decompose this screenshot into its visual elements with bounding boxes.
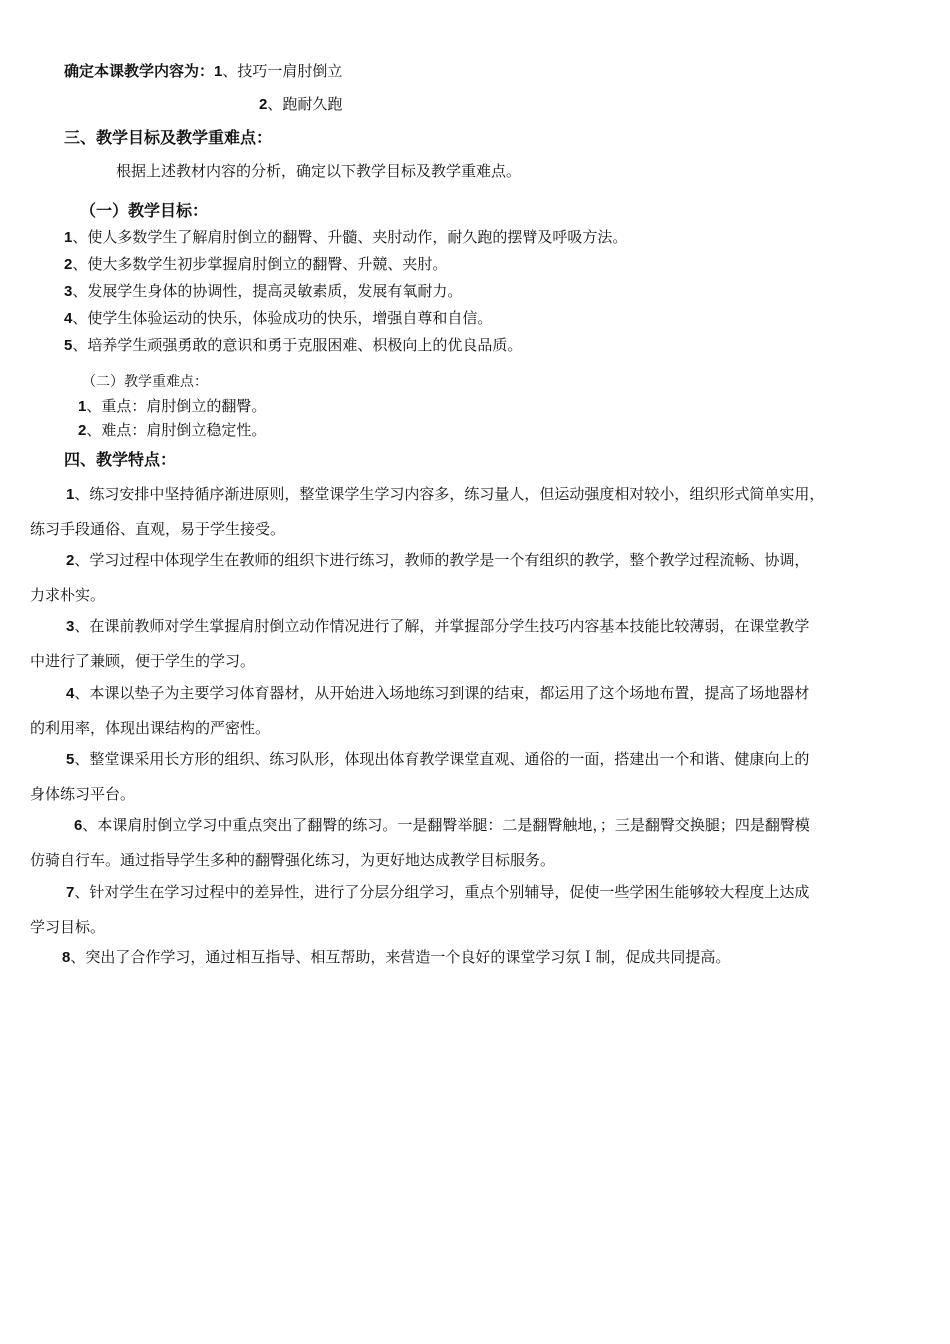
content-item-2	[259, 93, 342, 116]
feature-item-4	[30, 676, 916, 745]
feature-item-2-line2: 力求朴实。	[30, 586, 106, 604]
feature-item-7-line1: 、针对学生在学习过程中的差异性，进行了分层分组学习，重点个别辅导，促使一些学困生能够较大程度上达成	[74, 883, 810, 901]
goals-title: （一）教学目标：	[80, 201, 209, 220]
feature-item-5-line2: 身体练习平台。	[30, 785, 136, 803]
feature-item-4-number: 4	[66, 685, 75, 702]
goal-item-4-number: 4	[64, 310, 73, 327]
section-3-title: 三、教学目标及教学重难点：	[64, 128, 273, 147]
feature-item-8-line1: 、突出了合作学习，通过相互指导、相互帮助，来营造一个良好的课堂学习氛Ｉ制，促成共同提高。	[70, 948, 731, 966]
goal-item-2-number: 2	[64, 256, 73, 273]
keypoint-item-2-text: 、难点：肩肘倒立稳定性。	[86, 421, 267, 439]
section-3-intro: 根据上述教材内容的分析，确定以下教学目标及教学重难点。	[116, 162, 522, 180]
keypoints-title	[82, 370, 208, 393]
content-decision-line	[64, 60, 342, 83]
feature-item-7-line2: 学习目标。	[30, 918, 106, 936]
feature-item-6-line2: 仿骑自行车。通过指导学生多种的翻臀强化练习，为更好地达成教学目标服务。	[30, 851, 556, 869]
feature-item-6	[30, 808, 916, 877]
feature-item-1-number: 1	[66, 486, 75, 503]
feature-item-8	[30, 940, 916, 975]
goal-item-3-number: 3	[64, 283, 73, 300]
goal-item-5-number: 5	[64, 337, 73, 354]
content-decision-label: 确定本课教学内容为：	[64, 62, 215, 80]
goal-item-4	[64, 307, 492, 330]
feature-item-2-number: 2	[66, 552, 75, 569]
feature-item-8-number: 8	[62, 949, 71, 966]
keypoint-item-2	[78, 419, 266, 442]
goal-item-4-text: 、使学生体验运动的快乐，体验成功的快乐，增强自尊和自信。	[72, 309, 493, 327]
keypoint-item-1-number: 1	[78, 398, 87, 415]
feature-item-2	[30, 543, 916, 612]
keypoints-title-text: （二）教学重难点：	[82, 374, 208, 390]
goal-item-3	[64, 280, 462, 303]
content-item-2-text: 、跑耐久跑	[267, 95, 343, 113]
section-4-title: 四、教学特点：	[64, 450, 177, 469]
feature-item-5-line1: 、整堂课采用长方形的组织、练习队形，体现出体育教学课堂直观、通俗的一面，搭建出一个和谐、健康向上的	[74, 750, 810, 768]
feature-item-4-line1: 、本课以垫子为主要学习体育器材，从开始进入场地练习到课的结束，都运用了这个场地布置，提高了场地器材	[74, 684, 810, 702]
feature-item-5	[30, 742, 916, 811]
goal-item-1-number: 1	[64, 229, 73, 246]
goal-item-1-text: 、使人多数学生了解肩肘倒立的翻臀、升髓、夹肘动作，耐久跑的摆臂及呼吸方法。	[72, 228, 628, 246]
feature-item-3-number: 3	[66, 618, 75, 635]
goal-item-2	[64, 253, 447, 276]
goal-item-3-text: 、发展学生身体的协调性，提高灵敏素质，发展有氧耐力。	[72, 282, 463, 300]
feature-item-1-line2: 练习手段通俗、直观，易于学生接受。	[30, 520, 286, 538]
goal-item-5-text: 、培养学生顽强勇敢的意识和勇于克服困难、枳极向上的优良品质。	[72, 336, 523, 354]
content-item-2-number: 2	[259, 96, 268, 113]
feature-item-4-line2: 的利用率，体现出课结构的严密性。	[30, 719, 271, 737]
keypoint-item-1	[78, 395, 266, 418]
goal-item-2-text: 、使大多数学生初步掌握肩肘倒立的翻臀、升競、夹肘。	[72, 255, 448, 273]
feature-item-1-line1: 、练习安排中坚持循序渐进原则，整堂课学生学习内容多，练习量人，但运动强度相对较小，组织形式简单实用，	[74, 485, 825, 503]
feature-item-3	[30, 609, 916, 678]
feature-item-6-line1: 、本课肩肘倒立学习中重点突出了翻臀的练习。一是翻臀举腿：二是翻臀触地，；三是翻臀交换腿；四是翻臀模	[82, 816, 810, 834]
content-item-1-text: 、技巧一肩肘倒立	[222, 62, 343, 80]
content-item-1-number: 1	[214, 63, 223, 80]
goal-item-5	[64, 334, 522, 357]
keypoint-item-2-number: 2	[78, 422, 87, 439]
feature-item-2-line1: 、学习过程中体现学生在教师的组织卞进行练习，教师的教学是一个有组织的教学，整个教学过程流畅、协调，	[74, 551, 810, 569]
feature-item-6-number: 6	[74, 817, 83, 834]
feature-item-7-number: 7	[66, 884, 75, 901]
goal-item-1	[64, 226, 627, 249]
feature-item-3-line2: 中进行了兼顾，便于学生的学习。	[30, 652, 256, 670]
feature-item-1	[30, 477, 916, 546]
feature-item-5-number: 5	[66, 751, 75, 768]
feature-item-3-line1: 、在课前教师对学生掌握肩肘倒立动作情况进行了解，并掌握部分学生技巧内容基本技能比较薄弱，在课堂教学	[74, 617, 810, 635]
feature-item-7	[30, 875, 916, 944]
keypoint-item-1-text: 、重点：肩肘倒立的翻臀。	[86, 397, 267, 415]
